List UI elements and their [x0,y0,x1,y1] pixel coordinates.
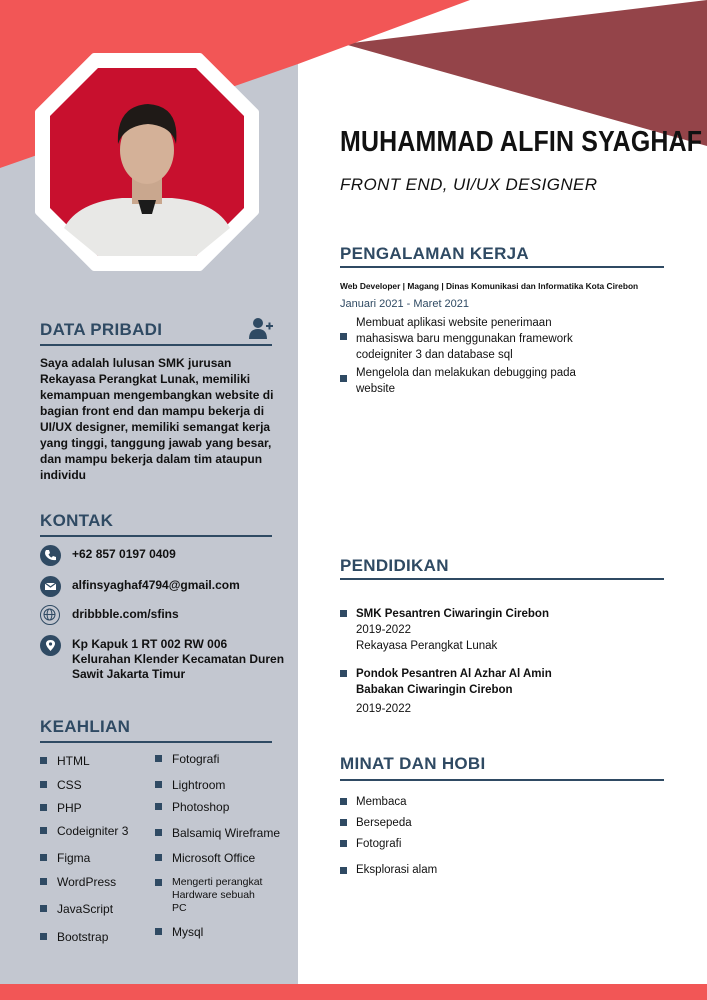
contact-address [40,635,290,685]
contact-section-title: KONTAK [40,511,114,530]
hobbies-section-title: MINAT DAN HOBI [340,754,486,773]
experience-period: Januari 2021 - Maret 2021 [340,298,470,310]
phone-text: +62 857 0197 0409 [72,547,176,561]
school-years: 2019-2022 [356,703,411,715]
address-line-2: Kelurahan Klender Kecamatan Duren [72,652,285,666]
personal-summary: Saya adalah lulusan SMK jurusan Rekayasa Perangkat Lunak, memiliki kemampuan mengembangkan website di bagian front end dan mampu bekerja di UI/UX designer, memiliki semangat kerja yang tinggi, tanggung jawab yang besar, dan mampu bekerja dalam tim ataupun individu [40,356,274,482]
phone-icon [40,545,61,566]
full-name: MUHAMMAD ALFIN SYAGHAF [340,126,703,158]
personal-section-title: DATA PRIBADI [40,320,163,339]
globe-icon [40,605,60,625]
bottom-accent-bar [0,984,707,1000]
experience-job-title: Web Developer | Magang | Dinas Komunikasi dan Informatika Kota Cirebon [340,281,639,291]
mail-icon [40,576,61,597]
contact-phone[interactable] [40,545,290,567]
contact-website[interactable] [40,605,290,627]
location-pin-icon [40,635,61,656]
contact-email[interactable] [40,576,290,598]
website-text: dribbble.com/sfins [72,607,179,621]
education-section-rule [340,578,664,580]
contact-section-rule [40,535,272,537]
profile-photo [34,50,260,274]
skills-section-rule [40,741,272,743]
skills-section-title: KEAHLIAN [40,717,131,736]
email-text: alfinsyaghaf4794@gmail.com [72,578,240,592]
personal-section-rule [40,344,272,346]
job-role: FRONT END, UI/UX DESIGNER [340,175,598,194]
hobbies-section-rule [340,779,664,781]
experience-section-title: PENGALAMAN KERJA [340,244,529,263]
address-line-3: Sawit Jakarta Timur [72,667,186,681]
school-name: Pondok Pesantren Al Azhar Al Amin Babakan Ciwaringin Cirebon [356,668,552,696]
school-years: 2019-2022 [356,624,411,636]
address-line-1: Kp Kapuk 1 RT 002 RW 006 [72,637,228,651]
school-name: SMK Pesantren Ciwaringin Cirebon [356,608,549,620]
education-section-title: PENDIDIKAN [340,556,449,575]
experience-section-rule [340,266,664,268]
add-user-icon [249,316,273,340]
school-major: Rekayasa Perangkat Lunak [356,640,498,652]
